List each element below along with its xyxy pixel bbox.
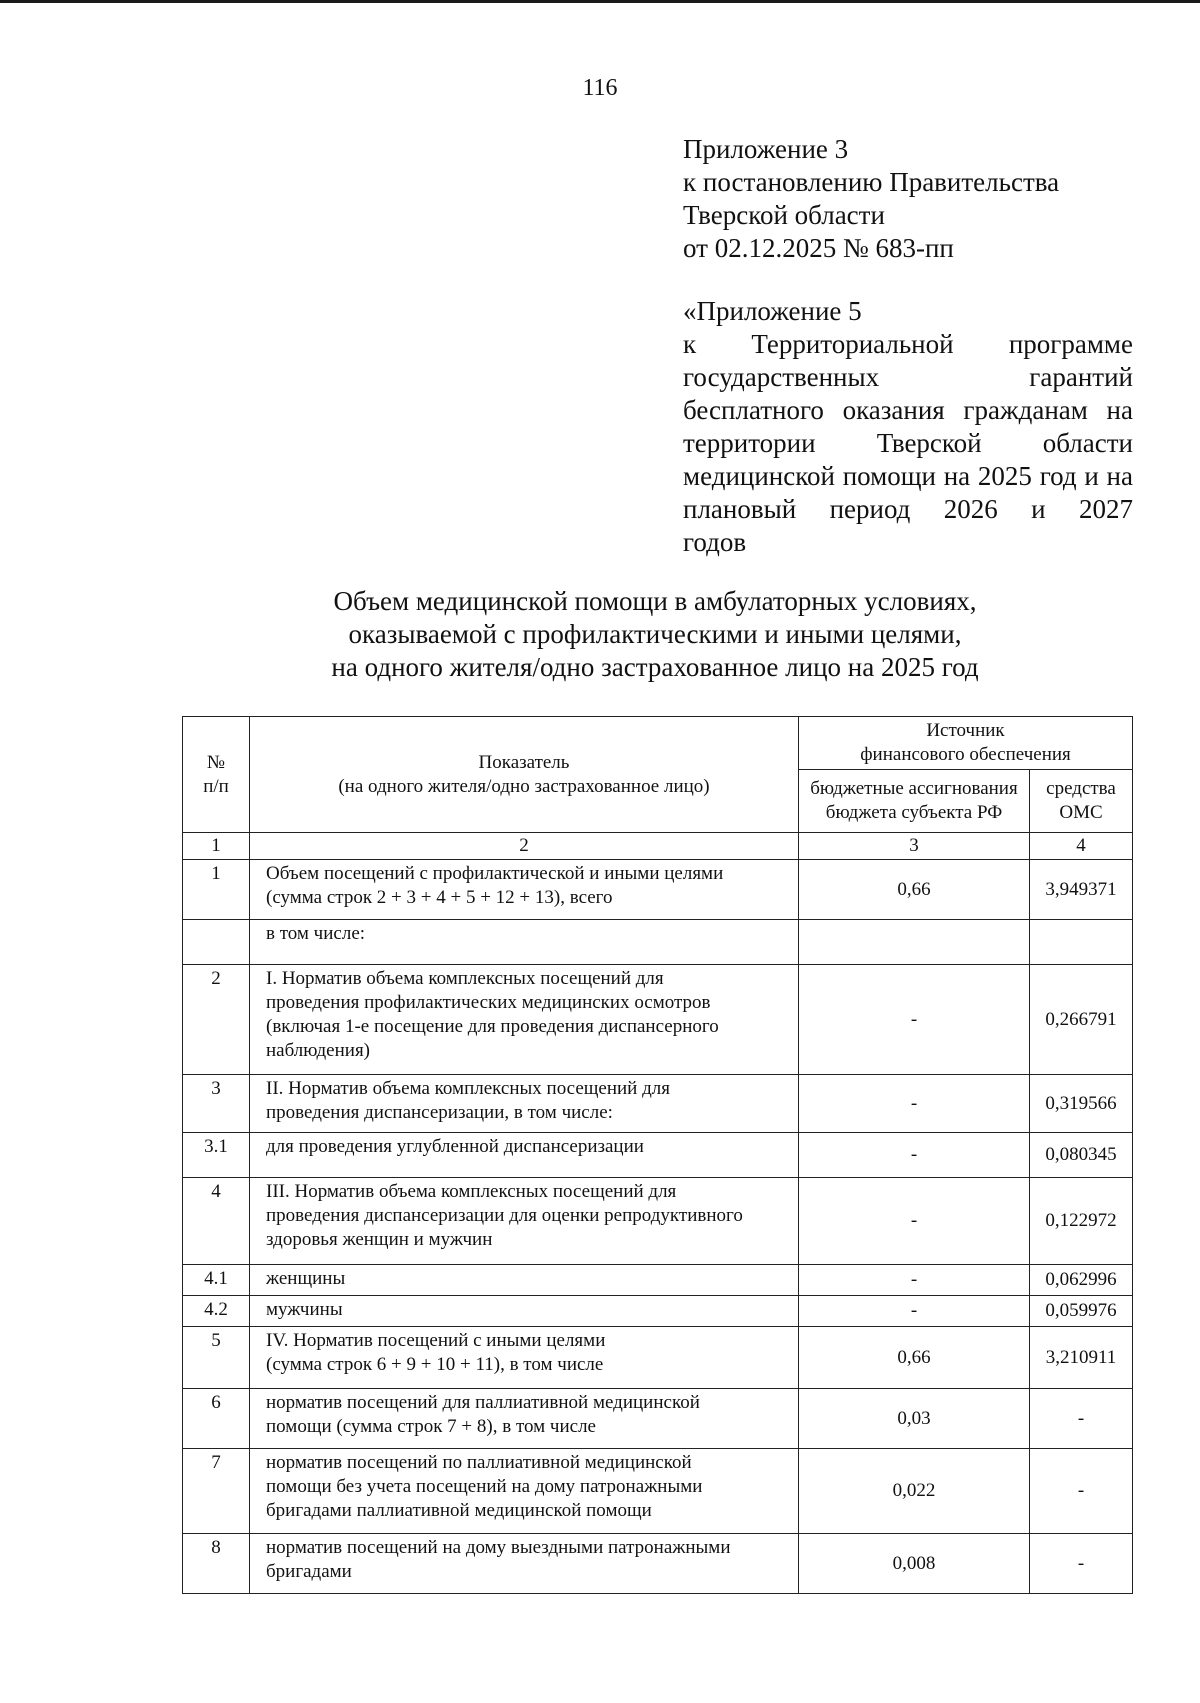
- row-budget-cell: 0,66: [799, 1327, 1030, 1389]
- row-indicator-line: (сумма строк 6 + 9 + 10 + 11), в том числе: [266, 1354, 604, 1375]
- top-rule: [0, 0, 1200, 3]
- row-indicator-line: норматив посещений по паллиативной медицинской: [266, 1452, 692, 1473]
- table-row: [183, 1296, 1133, 1327]
- header-budget-line: бюджета субъекта РФ: [825, 802, 1003, 823]
- row-indicator-line: женщины: [266, 1268, 346, 1289]
- row-indicator-line: мужчины: [266, 1299, 343, 1320]
- row-budget-cell: 0,022: [799, 1449, 1030, 1534]
- row-indicator-line: норматив посещений на дому выездными патронажными: [266, 1537, 731, 1558]
- column-number-cell: 3: [799, 833, 1030, 860]
- row-indicator-cell: [250, 1389, 799, 1449]
- header-budget-line: бюджетные ассигнования: [810, 778, 1018, 799]
- document-title-line: оказываемой с профилактическими и иными целями,: [348, 619, 962, 649]
- table-row: [183, 1133, 1133, 1178]
- appendix-program-last-line: годов: [683, 527, 747, 557]
- table-row: [183, 920, 1133, 965]
- table-row: [183, 1265, 1133, 1296]
- row-indicator-cell: [250, 1133, 799, 1178]
- header-source-cell: [799, 717, 1133, 770]
- header-num-line: №: [206, 751, 226, 773]
- row-indicator-cell: [250, 920, 799, 965]
- header-indicator-line: (на одного жителя/одно застрахованное лицо): [338, 775, 710, 797]
- row-oms-cell: -: [1030, 1389, 1133, 1449]
- header-source-line: финансового обеспечения: [860, 744, 1071, 765]
- row-oms-cell: 0,062996: [1030, 1265, 1133, 1296]
- row-indicator-line: проведения профилактических медицинских осмотров: [266, 992, 711, 1013]
- row-indicator-cell: [250, 1534, 799, 1594]
- row-number-cell: 5: [183, 1327, 250, 1389]
- row-budget-cell: -: [799, 965, 1030, 1075]
- row-indicator-cell: [250, 860, 799, 920]
- row-oms-cell: 0,122972: [1030, 1178, 1133, 1265]
- row-indicator-line: III. Норматив объема комплексных посещений для: [266, 1181, 677, 1202]
- row-budget-cell: -: [799, 1133, 1030, 1178]
- table-row: [183, 860, 1133, 920]
- header-indicator-cell: [250, 717, 799, 833]
- row-oms-cell: 0,059976: [1030, 1296, 1133, 1327]
- row-indicator-line: наблюдения): [266, 1040, 371, 1061]
- row-oms-cell: [1030, 920, 1133, 965]
- row-indicator-line: для проведения углубленной диспансеризации: [266, 1136, 644, 1157]
- column-number-cell: 2: [250, 833, 799, 860]
- table-row: [183, 1327, 1133, 1389]
- row-budget-cell: [799, 920, 1030, 965]
- header-source-line: Источник: [926, 720, 1005, 741]
- row-indicator-cell: [250, 1178, 799, 1265]
- row-indicator-line: бригадами: [266, 1561, 352, 1582]
- header-indicator-line: Показатель: [478, 751, 570, 773]
- header-budget-cell: [799, 770, 1030, 833]
- appendix-program-block: [683, 295, 1133, 559]
- row-budget-cell: 0,03: [799, 1389, 1030, 1449]
- row-indicator-line: помощи (сумма строк 7 + 8), в том числе: [266, 1416, 596, 1437]
- row-indicator-line: IV. Норматив посещений с иными целями: [266, 1330, 606, 1351]
- document-title-line: на одного жителя/одно застрахованное лицо на 2025 год: [331, 652, 979, 682]
- row-oms-cell: 0,319566: [1030, 1075, 1133, 1133]
- row-number-cell: 4.1: [183, 1265, 250, 1296]
- volume-table-body: [183, 717, 1133, 1594]
- table-header-row: [183, 717, 1133, 770]
- row-indicator-line: (сумма строк 2 + 3 + 4 + 5 + 12 + 13), всего: [266, 887, 613, 908]
- row-number-cell: 8: [183, 1534, 250, 1594]
- row-oms-cell: 3,949371: [1030, 860, 1133, 920]
- row-indicator-line: I. Норматив объема комплексных посещений для: [266, 968, 664, 989]
- row-indicator-line: проведения диспансеризации для оценки репродуктивного: [266, 1205, 743, 1226]
- header-oms-line: ОМС: [1059, 802, 1103, 823]
- header-oms-line: средства: [1046, 778, 1116, 799]
- row-budget-cell: 0,008: [799, 1534, 1030, 1594]
- row-oms-cell: -: [1030, 1534, 1133, 1594]
- row-indicator-line: норматив посещений для паллиативной медицинской: [266, 1392, 700, 1413]
- column-number-row: [183, 833, 1133, 860]
- table-row: [183, 1389, 1133, 1449]
- row-number-cell: 7: [183, 1449, 250, 1534]
- column-number-cell: 4: [1030, 833, 1133, 860]
- appendix-decree-line: Тверской области: [683, 200, 885, 230]
- row-oms-cell: 3,210911: [1030, 1327, 1133, 1389]
- row-number-cell: [183, 920, 250, 965]
- row-indicator-cell: [250, 965, 799, 1075]
- row-indicator-line: II. Норматив объема комплексных посещений для: [266, 1078, 670, 1099]
- row-indicator-line: проведения диспансеризации, в том числе:: [266, 1102, 613, 1123]
- row-number-cell: 1: [183, 860, 250, 920]
- header-oms-cell: [1030, 770, 1133, 833]
- page-number: 116: [582, 75, 618, 101]
- row-number-cell: 2: [183, 965, 250, 1075]
- appendix-decree-block: [683, 133, 1133, 265]
- appendix-decree-line: от 02.12.2025 № 683-пп: [683, 233, 954, 263]
- table-row: [183, 1178, 1133, 1265]
- table-row: [183, 1534, 1133, 1594]
- row-oms-cell: 0,266791: [1030, 965, 1133, 1075]
- appendix-decree-line: Приложение 3: [683, 134, 849, 164]
- row-indicator-line: помощи без учета посещений на дому патронажными: [266, 1476, 703, 1497]
- appendix-decree-line: к постановлению Правительства: [683, 167, 1060, 197]
- row-number-cell: 6: [183, 1389, 250, 1449]
- row-budget-cell: -: [799, 1178, 1030, 1265]
- row-budget-cell: -: [799, 1296, 1030, 1327]
- row-budget-cell: -: [799, 1075, 1030, 1133]
- row-number-cell: 3.1: [183, 1133, 250, 1178]
- row-oms-cell: 0,080345: [1030, 1133, 1133, 1178]
- row-number-cell: 4: [183, 1178, 250, 1265]
- row-indicator-line: здоровья женщин и мужчин: [266, 1229, 493, 1250]
- document-title: [0, 585, 1200, 684]
- table-row: [183, 965, 1133, 1075]
- row-indicator-cell: [250, 1265, 799, 1296]
- table-row: [183, 1075, 1133, 1133]
- document-title-line: Объем медицинской помощи в амбулаторных условиях,: [333, 586, 977, 616]
- header-num-cell: [183, 717, 250, 833]
- row-indicator-cell: [250, 1327, 799, 1389]
- row-number-cell: 4.2: [183, 1296, 250, 1327]
- row-indicator-line: бригадами паллиативной медицинской помощи: [266, 1500, 652, 1521]
- volume-table: [182, 716, 1133, 1594]
- appendix-program-heading: «Приложение 5: [683, 296, 862, 326]
- row-budget-cell: 0,66: [799, 860, 1030, 920]
- row-indicator-cell: [250, 1075, 799, 1133]
- row-indicator-line: Объем посещений с профилактической и иными целями: [266, 863, 724, 884]
- row-indicator-line: (включая 1-е посещение для проведения диспансерного: [266, 1016, 719, 1037]
- row-number-cell: 3: [183, 1075, 250, 1133]
- row-indicator-cell: [250, 1449, 799, 1534]
- row-budget-cell: -: [799, 1265, 1030, 1296]
- column-number-cell: 1: [183, 833, 250, 860]
- table-row: [183, 1449, 1133, 1534]
- appendix-program-body: к Территориальной программе государственных гарантий бесплатного оказания гражданам на территории Тверской области медицинской помощи на 2025 год и на плановый период 2026 и 2027: [683, 329, 1133, 524]
- row-indicator-line: в том числе:: [266, 923, 366, 944]
- header-num-line: п/п: [203, 775, 229, 797]
- row-oms-cell: -: [1030, 1449, 1133, 1534]
- row-indicator-cell: [250, 1296, 799, 1327]
